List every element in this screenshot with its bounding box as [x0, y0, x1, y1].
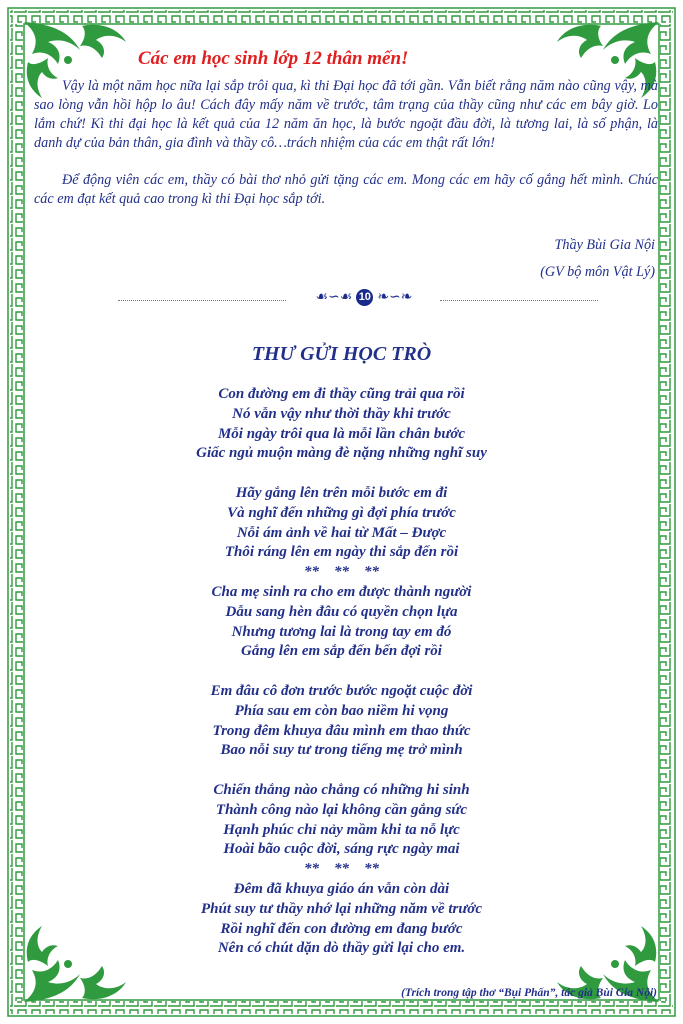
poem-stanza	[0, 880, 683, 959]
poem-line: Cha mẹ sinh ra cho em được thành người	[211, 583, 472, 600]
flourish-right-icon: ❧∽❧	[377, 290, 413, 305]
poem-title: THƯ GỬI HỌC TRÒ	[251, 343, 432, 365]
letter-body	[34, 77, 658, 209]
poem-line: Mỗi ngày trôi qua là mỗi lần chân bước	[217, 425, 466, 442]
poem-stanza	[0, 682, 683, 761]
poem-body	[0, 385, 683, 959]
dotted-rule	[440, 300, 598, 301]
stanza-separator: ** ** **	[304, 861, 379, 878]
stanza-separator: ** ** **	[304, 564, 379, 581]
poem-line: Phía sau em còn bao niềm hi vọng	[234, 702, 449, 719]
signature-role: (GV bộ môn Vật Lý)	[540, 264, 655, 280]
poem-line: Giấc ngủ muộn màng đè nặng những nghĩ suy	[196, 445, 487, 462]
signature-name: Thầy Bùi Gia Nội	[554, 237, 655, 253]
poem-line: Nên có chút dặn dò thầy gửi lại cho em.	[217, 940, 466, 957]
page-number: 10	[356, 289, 373, 306]
poem-line: Phút suy tư thầy nhớ lại những năm về trước	[200, 900, 483, 917]
letter-paragraph: Vậy là một năm học nữa lại sắp trôi qua, kì thi Đại học đã tới gần. Vẫn biết rằng năm nào cũng vậy, mà sao lòng vẫn hồi hộp lo âu! Cách đây mấy năm về trước, tâm trạng của thầy cũng như các em bây giờ. Lo lắm chứ! Kì thi đại học là kết quả của 12 năm ăn học, là bước ngoặt đầu đời, là tương lai, là số phận, là danh dự của bản thân, gia đình và thầy cô…trách nhiệm của các em thật rất lớn!	[34, 78, 658, 151]
poem-line: Đêm đã khuya giáo án vẫn còn dài	[233, 880, 450, 897]
poem-line: Bao nỗi suy tư trong tiếng mẹ trở mình	[220, 742, 463, 759]
poem-line: Nhưng tương lai là trong tay em đó	[231, 623, 452, 640]
poem-line: Thôi ráng lên em ngày thi sắp đến rồi	[224, 544, 459, 561]
poem-line: Và nghĩ đến những gì đợi phía trước	[227, 504, 456, 521]
poem-line: Hạnh phúc chỉ nảy mầm khi ta nỗ lực	[223, 821, 460, 838]
letter-heading: Các em học sinh lớp 12 thân mến!	[138, 48, 409, 69]
poem-line: Hoài bão cuộc đời, sáng rực ngày mai	[223, 841, 460, 858]
poem-source-credit: (Trích trong tập thơ “Bụi Phấn”, tác giả Bùi Gia Nội)	[401, 987, 657, 999]
poem-stanza	[0, 385, 683, 464]
poem-line: Gắng lên em sắp đến bến đợi rồi	[241, 643, 442, 660]
poem-line: Trong đêm khuya đâu mình em thao thức	[212, 722, 471, 739]
divider-ornament	[286, 289, 442, 311]
poem-stanza	[0, 484, 683, 563]
poem-line: Nó vẫn vậy như thời thầy khi trước	[232, 405, 451, 422]
poem-stanza	[0, 583, 683, 662]
section-divider	[118, 290, 598, 307]
poem-line: Chiến thắng nào chẳng có những hi sinh	[213, 781, 470, 798]
dotted-rule	[118, 300, 286, 301]
poem-line: Dẫu sang hèn đâu có quyền chọn lựa	[225, 603, 458, 620]
poem-stanza	[0, 781, 683, 860]
poem-line: Hãy gắng lên trên mỗi bước em đi	[235, 484, 448, 501]
poem-line: Con đường em đi thầy cũng trải qua rồi	[218, 386, 465, 402]
letter-paragraph: Để động viên các em, thầy có bài thơ nhỏ gửi tặng các em. Mong các em hãy cố gắng hết mình. Chúc các em đạt kết quả cao trong kì thi Đại học sắp tới.	[34, 172, 658, 207]
poem-line: Nỗi ám ảnh về hai từ Mất – Được	[236, 524, 447, 541]
poem-line: Rồi nghĩ đến con đường em đang bước	[220, 920, 463, 937]
poem-line: Thành công nào lại không cần gắng sức	[215, 801, 468, 818]
flourish-left-icon: ☙∽☙	[315, 290, 353, 305]
poem-line: Em đâu cô đơn trước bước ngoặt cuộc đời	[210, 682, 473, 699]
